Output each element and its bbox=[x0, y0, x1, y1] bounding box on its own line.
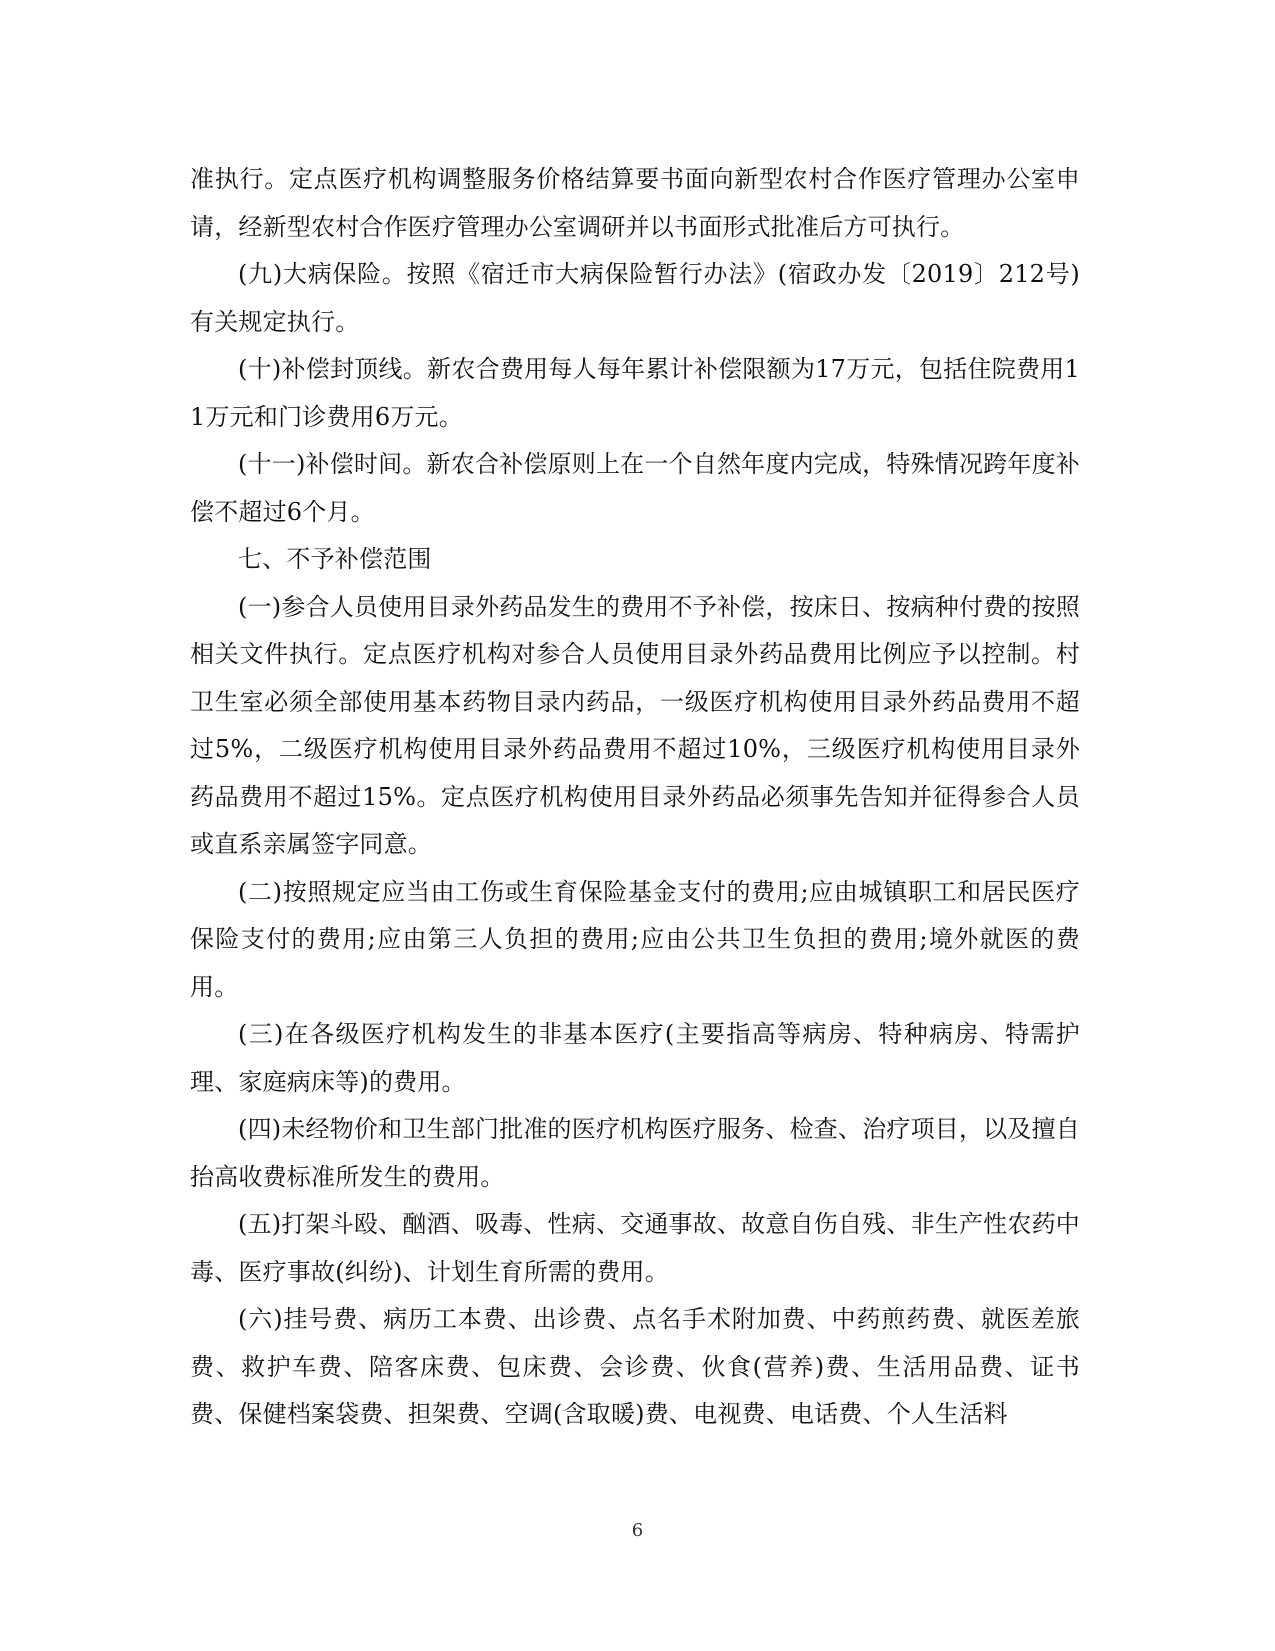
document-body bbox=[190, 156, 1080, 1439]
paragraph-compensation-cap: (十)补偿封顶线。新农合费用每人每年累计补偿限额为17万元，包括住院费用11万元和门诊费用6万元。 bbox=[190, 355, 1080, 431]
paragraph-item-5: (五)打架斗殴、酗酒、吸毒、性病、交通事故、故意自伤自残、非生产性农药中毒、医疗事故(纠纷)、计划生育所需的费用。 bbox=[190, 1210, 1080, 1286]
paragraph-item-3: (三)在各级医疗机构发生的非基本医疗(主要指高等病房、特种病房、特需护理、家庭病床等)的费用。 bbox=[190, 1020, 1080, 1096]
paragraph-compensation-time: (十一)补偿时间。新农合补偿原则上在一个自然年度内完成，特殊情况跨年度补偿不超过6个月。 bbox=[190, 450, 1080, 526]
paragraph-item-6: (六)挂号费、病历工本费、出诊费、点名手术附加费、中药煎药费、就医差旅费、救护车费、陪客床费、包床费、会诊费、伙食(营养)费、生活用品费、证书费、保健档案袋费、担架费、空调(含取暖)费、电视费、电话费、个人生活料 bbox=[190, 1305, 1080, 1428]
paragraph-item-2: (二)按照规定应当由工伤或生育保险基金支付的费用;应由城镇职工和居民医疗保险支付的费用;应由第三人负担的费用;应由公共卫生负担的费用;境外就医的费用。 bbox=[190, 877, 1080, 1001]
section-heading-non-compensation-scope: 七、不予补偿范围 bbox=[238, 545, 432, 573]
paragraph-critical-illness-insurance: (九)大病保险。按照《宿迁市大病保险暂行办法》(宿政办发〔2019〕212号)有关规定执行。 bbox=[190, 260, 1080, 336]
paragraph-item-4: (四)未经物价和卫生部门批准的医疗机构医疗服务、检查、治疗项目，以及擅自抬高收费标准所发生的费用。 bbox=[190, 1115, 1080, 1191]
paragraph-continuation: 准执行。定点医疗机构调整服务价格结算要书面向新型农村合作医疗管理办公室申请，经新型农村合作医疗管理办公室调研并以书面形式批准后方可执行。 bbox=[190, 165, 1080, 241]
page-number: 6 bbox=[631, 1520, 644, 1541]
paragraph-item-1: (一)参合人员使用目录外药品发生的费用不予补偿，按床日、按病种付费的按照相关文件执行。定点医疗机构对参合人员使用目录外药品费用比例应予以控制。村卫生室必须全部使用基本药物目录内药品，一级医疗机构使用目录外药品费用不超过5%，二级医疗机构使用目录外药品费用不超过10%，三级医疗机构使用目录外药品费用不超过15%。定点医疗机构使用目录外药品必须事先告知并征得参合人员或直系亲属签字同意。 bbox=[190, 592, 1080, 858]
